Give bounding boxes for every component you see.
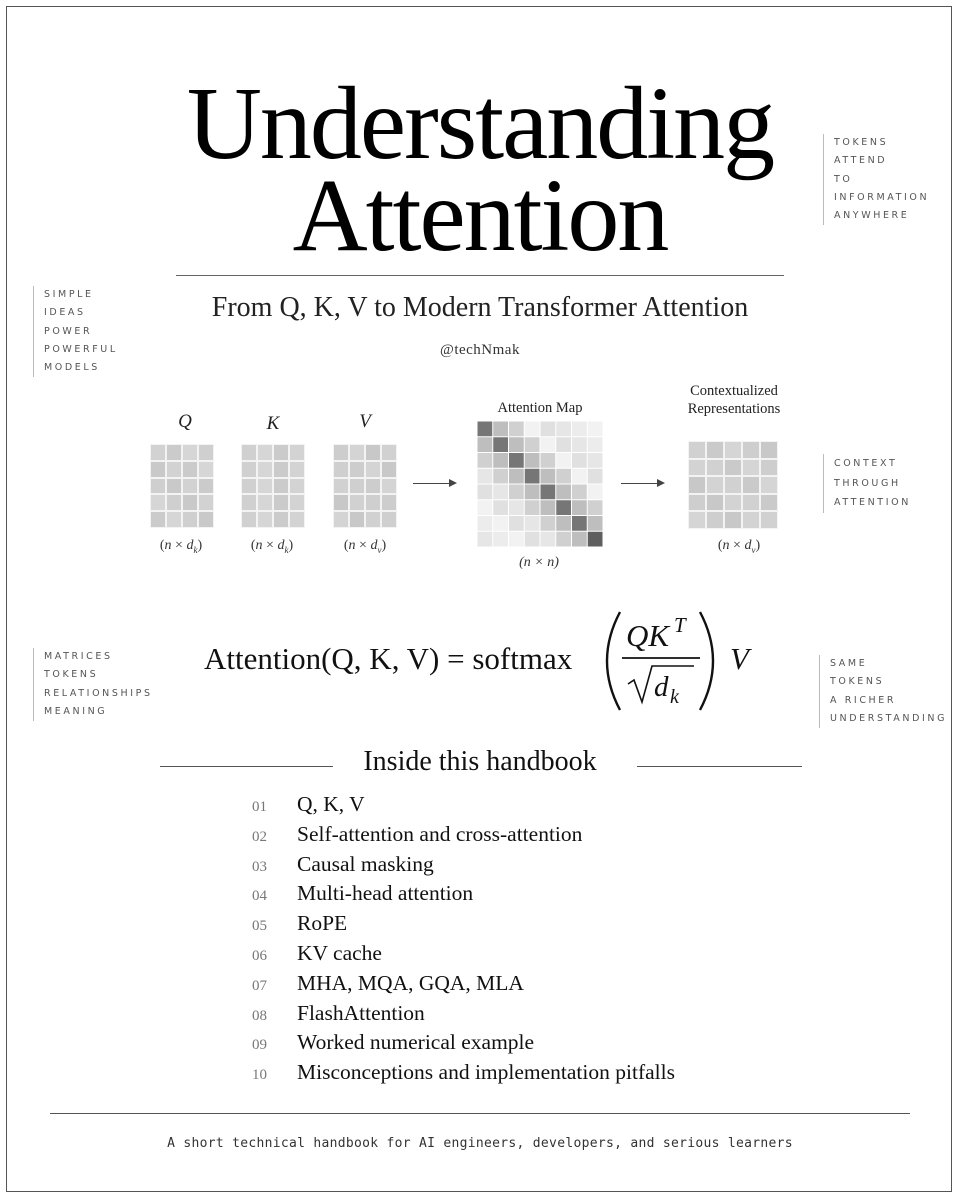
attention-cell — [541, 485, 556, 500]
matrix-cell — [743, 460, 759, 476]
attention-cell — [493, 516, 508, 531]
attention-cell — [509, 516, 524, 531]
toc-item — [252, 941, 675, 971]
matrix-cell — [151, 479, 165, 494]
matrix-cell — [761, 512, 777, 528]
matrix-cell — [366, 495, 380, 510]
attention-cell — [478, 516, 493, 531]
toc-number: 07 — [252, 977, 267, 994]
attention-cell — [478, 437, 493, 452]
attention-cell — [509, 532, 524, 547]
matrix-cell — [350, 479, 364, 494]
attention-cell — [572, 500, 587, 515]
formula-numerator: QK — [626, 618, 670, 653]
matrix-cell — [274, 445, 288, 460]
matrix-cell — [689, 477, 705, 493]
title-divider — [176, 275, 784, 276]
contextualized-dimension: $(n \times d_v)$ — [717, 538, 761, 555]
title-line-1: Understanding — [186, 66, 774, 181]
matrix-cell — [707, 512, 723, 528]
subtitle: From Q, K, V to Modern Transformer Attention — [211, 292, 749, 323]
toc-item — [252, 881, 675, 911]
attention-cell — [556, 485, 571, 500]
matrix-cell — [707, 442, 723, 458]
matrix-cell — [334, 462, 348, 477]
attention-cell — [509, 485, 524, 500]
attention-cell — [493, 422, 508, 437]
attention-cell — [541, 500, 556, 515]
attention-cell — [556, 532, 571, 547]
attention-cell — [588, 532, 603, 547]
attention-map-heatmap — [477, 421, 603, 547]
matrix-cell — [167, 495, 181, 510]
matrix-cell — [334, 512, 348, 527]
toc-item — [252, 1001, 675, 1031]
matrix-cell — [242, 445, 256, 460]
matrix-cell — [334, 445, 348, 460]
toc-item — [252, 1060, 675, 1090]
matrix-cell — [743, 495, 759, 511]
side-note-line: ANYWHERE — [834, 210, 910, 222]
matrix-cell — [167, 462, 181, 477]
side-note-line: CONTEXT — [834, 458, 898, 469]
attention-cell — [556, 437, 571, 452]
formula-superscript: T — [674, 613, 686, 637]
attention-cell — [525, 453, 540, 468]
attention-cell — [541, 437, 556, 452]
attention-cell — [509, 500, 524, 515]
matrix-cell — [382, 462, 396, 477]
matrix-cell — [350, 495, 364, 510]
matrix-cell — [290, 512, 304, 527]
matrix-cell — [689, 512, 705, 528]
attention-cell — [556, 500, 571, 515]
side-note-left-1 — [33, 286, 118, 377]
handbook-contents — [252, 792, 675, 1090]
side-note-line: SAME — [830, 658, 868, 669]
contextualized-title-line-1: Contextualized — [690, 383, 778, 399]
side-note-line: TOKENS — [44, 669, 99, 681]
footer-tagline: A short technical handbook for AI engineers, developers, and serious learners — [167, 1136, 793, 1151]
k-label: K — [266, 413, 280, 434]
formula-trailing: V — [730, 641, 749, 676]
toc-number: 03 — [252, 858, 267, 875]
matrix-cell — [151, 512, 165, 527]
contextualized-matrix-grid — [688, 441, 778, 529]
side-note-line: SIMPLE — [44, 289, 94, 300]
formula-denominator-sub: k — [670, 686, 679, 708]
author-handle: @techNmak — [440, 342, 520, 358]
matrix-cell — [183, 512, 197, 527]
attention-cell — [478, 532, 493, 547]
arrow-to-contextualized — [621, 483, 663, 484]
attention-cell — [525, 532, 540, 547]
matrix-cell — [725, 477, 741, 493]
attention-formula — [0, 606, 960, 716]
toc-text: MHA, MQA, GQA, MLA — [297, 970, 524, 995]
matrix-cell — [167, 445, 181, 460]
attention-cell — [525, 422, 540, 437]
matrix-cell — [350, 445, 364, 460]
matrix-cell — [199, 462, 213, 477]
matrix-cell — [183, 495, 197, 510]
matrix-cell — [242, 512, 256, 527]
attention-cell — [493, 437, 508, 452]
formula-lhs: Attention(Q, K, V) = softmax — [204, 641, 573, 676]
toc-text: RoPE — [297, 911, 348, 936]
matrix-cell — [366, 479, 380, 494]
toc-number: 08 — [252, 1007, 267, 1024]
attention-cell — [493, 453, 508, 468]
contextualized-title-line-2: Representations — [687, 401, 781, 417]
toc-text: Self-attention and cross-attention — [297, 821, 583, 846]
matrix-cell — [761, 495, 777, 511]
attention-cell — [478, 453, 493, 468]
attention-cell — [556, 422, 571, 437]
attention-cell — [556, 453, 571, 468]
matrix-cell — [725, 460, 741, 476]
k-matrix-grid — [241, 444, 305, 528]
attention-cell — [525, 516, 540, 531]
matrix-cell — [183, 445, 197, 460]
side-note-line: POWER — [44, 325, 93, 337]
matrix-cell — [743, 477, 759, 493]
attention-cell — [556, 469, 571, 484]
attention-cell — [478, 469, 493, 484]
v-label: V — [359, 411, 371, 432]
attention-cell — [509, 469, 524, 484]
matrix-cell — [242, 479, 256, 494]
toc-item — [252, 852, 675, 882]
attention-cell — [509, 422, 524, 437]
toc-text: KV cache — [297, 940, 382, 965]
attention-cell — [493, 532, 508, 547]
footer-divider — [50, 1113, 910, 1114]
handbook-heading: Inside this handbook — [363, 746, 597, 777]
matrix-cell — [290, 462, 304, 477]
side-note-line: TO — [834, 173, 853, 185]
attention-cell — [541, 453, 556, 468]
matrix-cell — [258, 445, 272, 460]
matrix-cell — [183, 479, 197, 494]
matrix-cell — [366, 462, 380, 477]
toc-text: FlashAttention — [297, 1000, 425, 1025]
matrix-cell — [258, 512, 272, 527]
matrix-cell — [689, 442, 705, 458]
matrix-cell — [725, 495, 741, 511]
matrix-cell — [151, 445, 165, 460]
toc-item — [252, 792, 675, 822]
q-dimension: $(n \times d_k)$ — [159, 538, 203, 555]
matrix-cell — [258, 479, 272, 494]
matrix-cell — [334, 479, 348, 494]
matrix-cell — [151, 495, 165, 510]
attention-cell — [588, 485, 603, 500]
attention-map-dimension: (n × n) — [519, 555, 559, 570]
matrix-cell — [350, 462, 364, 477]
attention-cell — [556, 516, 571, 531]
attention-cell — [572, 469, 587, 484]
toc-text: Causal masking — [297, 851, 434, 876]
attention-cell — [572, 422, 587, 437]
matrix-cell — [274, 512, 288, 527]
side-note-line: TOKENS — [834, 137, 889, 148]
side-note-line: UNDERSTANDING — [830, 712, 948, 724]
side-note-line: TOKENS — [830, 676, 885, 688]
matrix-cell — [689, 460, 705, 476]
side-note-line: POWERFUL — [44, 343, 118, 355]
attention-cell — [541, 532, 556, 547]
toc-number: 02 — [252, 828, 267, 845]
toc-text: Misconceptions and implementation pitfalls — [297, 1060, 675, 1085]
toc-item — [252, 971, 675, 1001]
arrow-to-attention-map — [413, 483, 455, 484]
toc-item — [252, 911, 675, 941]
toc-text: Multi-head attention — [297, 881, 474, 906]
toc-text: Worked numerical example — [297, 1030, 535, 1055]
attention-cell — [493, 469, 508, 484]
attention-cell — [509, 437, 524, 452]
matrix-cell — [290, 479, 304, 494]
side-note-line: MEANING — [44, 705, 108, 717]
matrix-cell — [382, 479, 396, 494]
matrix-cell — [274, 479, 288, 494]
matrix-cell — [350, 512, 364, 527]
matrix-cell — [382, 445, 396, 460]
attention-cell — [509, 453, 524, 468]
attention-cell — [588, 469, 603, 484]
attention-cell — [541, 516, 556, 531]
matrix-cell — [242, 462, 256, 477]
toc-number: 10 — [252, 1067, 267, 1084]
q-label: Q — [178, 411, 192, 432]
attention-cell — [541, 422, 556, 437]
toc-number: 06 — [252, 947, 267, 964]
matrix-cell — [199, 495, 213, 510]
matrix-cell — [761, 442, 777, 458]
attention-cell — [572, 485, 587, 500]
matrix-cell — [366, 445, 380, 460]
matrix-cell — [151, 462, 165, 477]
side-note-line: ATTEND — [834, 155, 888, 167]
v-matrix-grid — [333, 444, 397, 528]
matrix-cell — [242, 495, 256, 510]
matrix-cell — [743, 512, 759, 528]
toc-item — [252, 822, 675, 852]
matrix-cell — [183, 462, 197, 477]
attention-cell — [588, 453, 603, 468]
v-dimension: $(n \times d_v)$ — [343, 538, 387, 555]
formula-denominator: d — [654, 671, 669, 703]
k-dimension: $(n \times d_k)$ — [250, 538, 294, 555]
side-note-line: MODELS — [44, 362, 100, 374]
formula-left-paren — [607, 612, 620, 710]
matrix-cell — [258, 462, 272, 477]
side-note-line: INFORMATION — [834, 191, 930, 203]
matrix-cell — [382, 495, 396, 510]
matrix-cell — [689, 495, 705, 511]
side-note-line: A RICHER — [830, 694, 897, 706]
side-note-line: IDEAS — [44, 307, 86, 319]
attention-cell — [541, 469, 556, 484]
attention-cell — [525, 500, 540, 515]
q-matrix-grid — [150, 444, 214, 528]
matrix-cell — [382, 512, 396, 527]
attention-cell — [525, 469, 540, 484]
matrix-cell — [167, 512, 181, 527]
matrix-cell — [707, 477, 723, 493]
toc-item — [252, 1030, 675, 1060]
attention-cell — [478, 485, 493, 500]
attention-cell — [588, 516, 603, 531]
side-note-top-right — [823, 134, 929, 225]
matrix-cell — [707, 460, 723, 476]
side-note-line: ATTENTION — [834, 497, 911, 508]
attention-cell — [478, 500, 493, 515]
title-line-2: Attention — [292, 158, 668, 273]
matrix-cell — [199, 445, 213, 460]
matrix-cell — [274, 495, 288, 510]
side-note-right-2 — [823, 454, 911, 513]
attention-cell — [478, 422, 493, 437]
side-note-line: THROUGH — [834, 477, 901, 489]
matrix-cell — [707, 495, 723, 511]
matrix-cell — [290, 445, 304, 460]
side-note-line: MATRICES — [44, 651, 113, 662]
matrix-cell — [167, 479, 181, 494]
matrix-cell — [725, 442, 741, 458]
formula-right-paren — [700, 612, 713, 710]
toc-number: 05 — [252, 918, 267, 935]
attention-cell — [525, 437, 540, 452]
attention-cell — [588, 437, 603, 452]
attention-cell — [493, 485, 508, 500]
attention-cell — [572, 437, 587, 452]
matrix-cell — [366, 512, 380, 527]
matrix-cell — [274, 462, 288, 477]
attention-cell — [588, 500, 603, 515]
toc-number: 01 — [252, 799, 267, 815]
toc-text: Q, K, V — [297, 792, 365, 816]
attention-cell — [572, 532, 587, 547]
matrix-cell — [199, 512, 213, 527]
matrix-cell — [290, 495, 304, 510]
toc-number: 04 — [252, 888, 267, 905]
matrix-cell — [761, 460, 777, 476]
matrix-cell — [258, 495, 272, 510]
side-note-line: RELATIONSHIPS — [44, 687, 153, 699]
attention-cell — [572, 453, 587, 468]
attention-cell — [525, 485, 540, 500]
attention-cell — [588, 422, 603, 437]
matrix-cell — [761, 477, 777, 493]
attention-cell — [572, 516, 587, 531]
matrix-cell — [743, 442, 759, 458]
matrix-cell — [334, 495, 348, 510]
handbook-rule-right — [637, 766, 802, 767]
matrix-cell — [199, 479, 213, 494]
matrix-cell — [725, 512, 741, 528]
contextualized-title — [664, 382, 804, 418]
attention-map-title: Attention Map — [497, 400, 583, 416]
toc-number: 09 — [252, 1037, 267, 1054]
attention-cell — [493, 500, 508, 515]
